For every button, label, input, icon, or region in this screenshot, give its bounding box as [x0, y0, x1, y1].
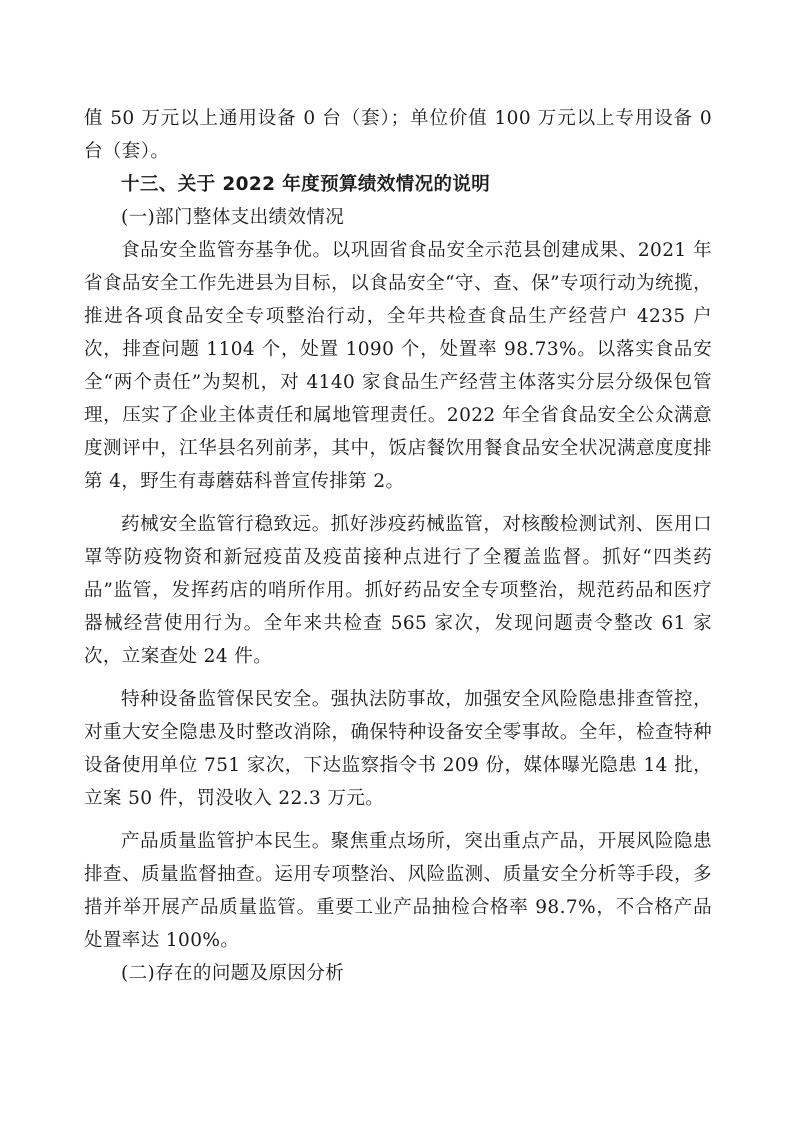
- paragraph-product-quality: 产品质量监管护本民生。聚焦重点场所，突出重点产品，开展风险隐患排查、质量监督抽查。运用专项整治、风险监测、质量安全分析等手段，多措并举开展产品质量监管。重要工业产品抽检合格率 98.7%，不合格产品处置率达 100%。: [84, 831, 712, 951]
- subsection-heading-problems: (二)存在的问题及原因分析: [121, 963, 345, 984]
- section-heading: 十三、关于 2022 年度预算绩效情况的说明: [121, 174, 491, 195]
- paragraph-drug-device-safety: 药械安全监管行稳致远。抓好涉疫药械监管，对核酸检测试剂、医用口罩等防疫物资和新冠疫苗及疫苗接种点进行了全覆盖监督。抓好“四类药品”监管，发挥药店的哨所作用。抓好药品安全专项整治，规范药品和医疗器械经营使用行为。全年来共检查 565 家次，发现问题责令整改 61 家次，立案查处 24 件。: [84, 514, 712, 667]
- paragraph-food-safety: 食品安全监管夯基争优。以巩固省食品安全示范县创建成果、2021 年省食品安全工作先进县为目标，以食品安全“守、查、保”专项行动为统揽，推进各项食品安全专项整治行动，全年共检查食品生产经营户 4235 户次，排查问题 1104 个，处置 1090 个，处置率 98.73%。以落实食品安全“两个责任”为契机，对 4140 家食品生产经营主体落实分层分级保包管理，压实了企业主体责任和属地管理责任。2022 年全省食品安全公众满意度测评中，江华县名列前茅，其中，饭店餐饮用餐食品安全状况满意度度排第 4，野生有毒蘑菇科普宣传排第 2。: [84, 240, 712, 492]
- subsection-heading-overall-performance: (一)部门整体支出绩效情况: [121, 207, 345, 228]
- paragraph-special-equipment: 特种设备监管保民安全。强执法防事故，加强安全风险隐患排查管控，对重大安全隐患及时整改消除，确保特种设备安全零事故。全年，检查特种设备使用单位 751 家次，下达监察指令书 209 份，媒体曝光隐患 14 批，立案 50 件，罚没收入 22.3 万元。: [84, 689, 712, 809]
- continuation-text: 值 50 万元以上通用设备 0 台（套）；单位价值 100 万元以上专用设备 0 台（套）。: [84, 108, 712, 162]
- document-page: [84, 102, 712, 990]
